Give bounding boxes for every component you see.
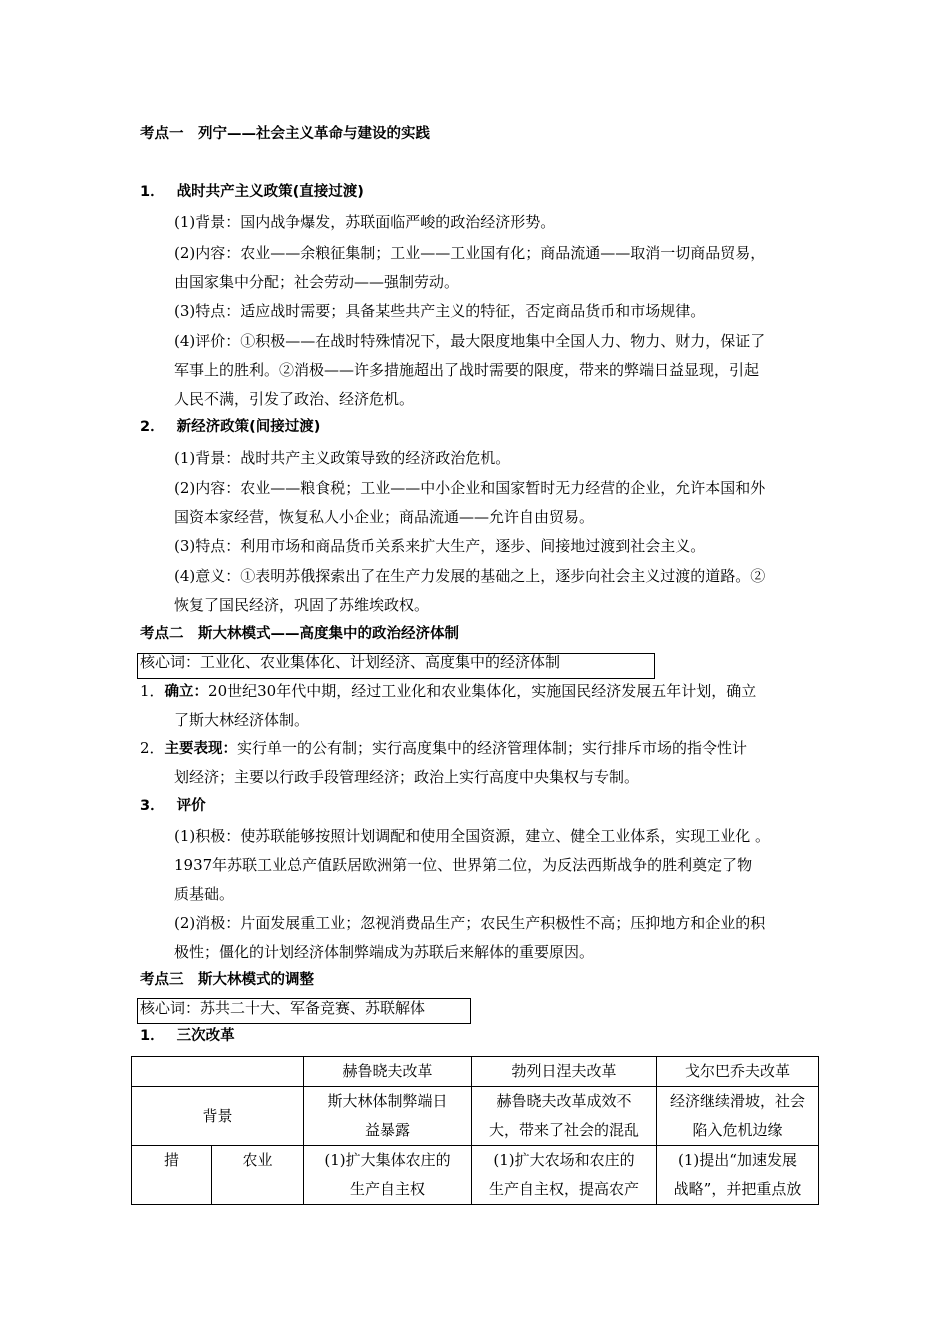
column-header: 勃列日涅夫改革 — [472, 1057, 657, 1087]
table-cell: 斯大林体制弊端日 益暴露 — [304, 1087, 472, 1146]
paragraph-line: (3)特点：利用市场和商品货币关系来扩大生产，逐步、间接地过渡到社会主义。 — [174, 537, 706, 555]
paragraph-line: 1937年苏联工业总产值跃居欧洲第一位、世界第二位，为反法西斯战争的胜利奠定了物 — [174, 856, 753, 874]
paragraph-line: (1)积极：使苏联能够按照计划调配和使用全国资源，建立、健全工业体系，实现工业化 。 — [174, 827, 771, 845]
section-number: 2． — [140, 419, 165, 435]
reform-table — [131, 1056, 819, 1205]
core-words: 核心词：苏共二十大、军备竞赛、苏联解体 — [140, 999, 426, 1017]
paragraph-line: (1)背景：国内战争爆发，苏联面临严峻的政治经济形势。 — [174, 213, 556, 231]
paragraph-line: 划经济；主要以行政手段管理经济；政治上实行高度中央集权与专制。 — [174, 768, 640, 786]
paragraph-line: 质基础。 — [174, 885, 235, 903]
paragraph-line: (3)特点：适应战时需要；具备某些共产主义的特征，否定商品货币和市场规律。 — [174, 302, 706, 320]
heading-kaodian-3: 考点三 斯大林模式的调整 — [140, 972, 314, 988]
point-number: 3． — [140, 798, 165, 814]
paragraph-line: 恢复了国民经济，巩固了苏维埃政权。 — [174, 596, 430, 614]
paragraph-line: 极性；僵化的计划经济体制弊端成为苏联后来解体的重要原因。 — [174, 943, 595, 961]
heading-kaodian-2: 考点二 斯大林模式——高度集中的政治经济体制 — [140, 626, 459, 642]
section-1-title — [140, 182, 364, 202]
paragraph-line: (2)消极：片面发展重工业；忽视消费品生产；农民生产积极性不高；压抑地方和企业的积 — [174, 914, 766, 932]
paragraph-line: 国资本家经营，恢复私人小企业；商品流通——允许自由贸易。 — [174, 508, 595, 526]
heading-kaodian-1: 考点一 列宁——社会主义革命与建设的实践 — [140, 126, 430, 142]
paragraph-line: 由国家集中分配；社会劳动——强制劳动。 — [174, 273, 460, 291]
paragraph-line: (4)意义：①表明苏俄探索出了在生产力发展的基础之上，逐步向社会主义过渡的道路。② — [174, 567, 766, 585]
table-header-row — [132, 1057, 819, 1087]
point-label: 三次改革 — [176, 1028, 235, 1044]
section-2-title — [140, 417, 320, 437]
table-cell: 经济继续滑坡，社会 陷入危机边缘 — [657, 1087, 819, 1146]
table-row — [132, 1146, 819, 1205]
point-label: 评价 — [176, 798, 206, 814]
paragraph-line: (2)内容：农业——余粮征集制；工业——工业国有化；商品流通——取消一切商品贸易， — [174, 244, 766, 262]
section-three-reforms — [140, 1026, 235, 1046]
section-title-text: 新经济政策(间接过渡) — [176, 419, 321, 435]
point-number: 1． — [140, 682, 165, 700]
row-subheader: 农业 — [212, 1146, 304, 1205]
table-cell: (1)扩大集体农庄的 生产自主权 — [304, 1146, 472, 1205]
point-1-line — [140, 681, 756, 702]
table-cell: (1)提出“加速发展 战略”，并把重点放 — [657, 1146, 819, 1205]
column-header: 戈尔巴乔夫改革 — [657, 1057, 819, 1087]
row-header: 背景 — [132, 1087, 304, 1146]
paragraph-line: 军事上的胜利。②消极——许多措施超出了战时需要的限度，带来的弊端日益显现，引起 — [174, 361, 760, 379]
point-2-line — [140, 738, 747, 759]
table-cell: 赫鲁晓夫改革成效不 大，带来了社会的混乱 — [472, 1087, 657, 1146]
table-row — [132, 1087, 819, 1146]
point-text: 实行单一的公有制；实行高度集中的经济管理体制；实行排斥市场的指令性计 — [237, 739, 748, 757]
core-words: 核心词：工业化、农业集体化、计划经济、高度集中的经济体制 — [140, 653, 561, 671]
point-number: 2． — [140, 739, 165, 757]
point-text: 20世纪30年代中期，经过工业化和农业集体化，实施国民经济发展五年计划，确立 — [208, 682, 757, 700]
point-number: 1． — [140, 1028, 165, 1044]
point-label: 确立： — [164, 684, 209, 700]
paragraph-line: (2)内容：农业——粮食税；工业——中小企业和国家暂时无力经营的企业，允许本国和外 — [174, 479, 766, 497]
paragraph-line: 了斯大林经济体制。 — [174, 711, 310, 729]
table-corner-cell — [132, 1057, 304, 1087]
row-header: 措 — [132, 1146, 212, 1205]
paragraph-line: 人民不满，引发了政治、经济危机。 — [174, 390, 415, 408]
section-number: 1． — [140, 184, 165, 200]
table-cell: (1)扩大农场和农庄的 生产自主权，提高农产 — [472, 1146, 657, 1205]
paragraph-line: (4)评价：①积极——在战时特殊情况下，最大限度地集中全国人力、物力、财力，保证了 — [174, 332, 766, 350]
point-label: 主要表现： — [164, 741, 238, 757]
section-title-text: 战时共产主义政策(直接过渡) — [176, 184, 364, 200]
paragraph-line: (1)背景：战时共产主义政策导致的经济政治危机。 — [174, 449, 511, 467]
point-3-line — [140, 796, 206, 816]
column-header: 赫鲁晓夫改革 — [304, 1057, 472, 1087]
